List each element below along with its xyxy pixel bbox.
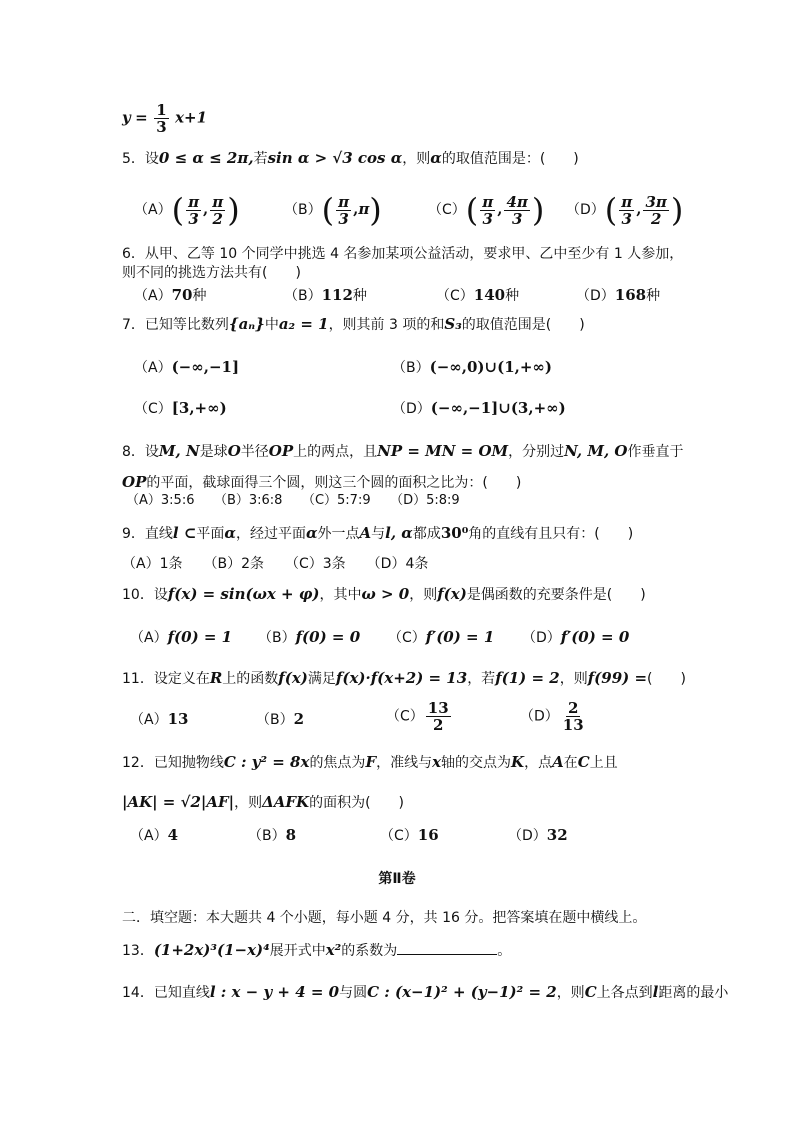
q10-d: 是偶函数的充要条件是( ): [466, 587, 646, 603]
q13-b: 展开式中: [269, 943, 326, 959]
option-label: （B）: [258, 630, 296, 646]
q10-option-a: [130, 626, 232, 649]
q10-b: ，其中: [319, 587, 362, 603]
q5-if: 若: [253, 151, 268, 167]
eq-den: 3: [156, 118, 167, 136]
q8-eq: NP = MN = OM: [377, 442, 509, 460]
frac-num: 3π: [645, 192, 667, 211]
option-label: （B）: [256, 712, 294, 728]
option-label: （A）: [134, 360, 172, 376]
q5-rest: ，则: [402, 151, 431, 167]
q9-alpha: α: [224, 524, 236, 542]
q5-var: α: [430, 149, 442, 167]
option-label: （A）: [134, 202, 172, 218]
q7-text-c: ，则其前 3 项的和: [328, 317, 445, 333]
option-label: （B）: [392, 360, 430, 376]
option-value: 8: [285, 826, 297, 844]
q12-option-a: [130, 824, 178, 847]
answer-blank[interactable]: [397, 940, 497, 955]
q7-option-b: [392, 356, 552, 379]
frac-num: π: [212, 192, 224, 211]
q14-f: 距离的最小: [658, 985, 729, 1001]
section-title: 第Ⅱ卷: [378, 871, 416, 887]
question-5: [122, 148, 579, 169]
q8-op2: OP: [122, 473, 147, 491]
option-value: f(0) = 0: [295, 628, 361, 646]
option-value: 168: [614, 286, 647, 304]
q9-g: 角的直线有且只有：( ): [468, 526, 634, 542]
part-2-instructions: 二．填空题：本大题共 4 个小题，每小题 4 分，共 16 分。把答案填在题中横线上。: [122, 910, 647, 926]
question-6-line-1: 6．从甲、乙等 10 个同学中挑选 4 名参加某项公益活动，要求甲、乙中至少有 1 人参加，: [122, 246, 684, 262]
option-label: （D）: [508, 828, 547, 844]
question-7: [122, 314, 585, 335]
option-value: f(0) = 1: [167, 628, 233, 646]
q12-x: x: [432, 753, 442, 771]
option-label: （D）: [576, 288, 615, 304]
option-value: 13: [167, 710, 189, 728]
q12-f: F: [365, 753, 377, 771]
option-unit: 种: [352, 288, 367, 304]
option-label: （C）: [380, 828, 418, 844]
q9-d: 外一点: [317, 526, 360, 542]
q7-option-d: [392, 397, 566, 420]
frac-num: 13: [427, 699, 449, 717]
q6-option-c: [436, 284, 519, 307]
q5-option-d: （D）( $\frac{\pi}{3}$ , $\frac{3\pi}{2}$ ): [566, 191, 684, 229]
q11-c: 满足: [307, 671, 336, 687]
option-unit: 种: [192, 288, 207, 304]
q11-a: 11．设定义在: [122, 671, 210, 687]
q12-g: 在: [563, 755, 578, 771]
q7-text-b: 中: [264, 317, 279, 333]
frac-den: 13: [562, 716, 584, 734]
option-value: 70: [171, 286, 193, 304]
q12-e: 轴的交点为: [441, 755, 512, 771]
option-value: (−∞,0)∪(1,+∞): [429, 358, 553, 376]
q10-fx: f(x) = sin(ωx + φ): [167, 585, 320, 603]
frac-den: 3: [621, 209, 632, 228]
option-label: （A）: [134, 288, 172, 304]
q8-op: OP: [268, 442, 294, 460]
question-6-line-2: 则不同的挑选方法共有( ): [122, 265, 301, 281]
q10-option-c: [388, 626, 494, 649]
q8-options: （A）3:5:6 （B）3:6:8 （C）5:7:9 （D）5:8:9: [126, 493, 460, 508]
q11-d: ，若: [467, 671, 496, 687]
frac-den: 2: [433, 716, 444, 734]
q12-option-d: [508, 824, 568, 847]
q12-b: 的焦点为: [309, 755, 366, 771]
q10-a: 10．设: [122, 587, 168, 603]
question-9: [122, 523, 633, 544]
q8-f: 作垂直于: [627, 444, 684, 460]
q11-e: ，则: [559, 671, 588, 687]
q7-seq: {aₙ}: [228, 315, 265, 333]
frac-num: π: [338, 192, 350, 211]
q12-ftext: ，点: [524, 755, 553, 771]
q12-d: ，准线与: [376, 755, 433, 771]
q9-options: （A）1条 （B）2条 （C）3条 （D）4条: [122, 556, 429, 572]
q8-c: 半径: [240, 444, 269, 460]
frac-den: 3: [482, 209, 493, 228]
q6-option-d: [576, 284, 660, 307]
frac-den: 3: [511, 209, 523, 228]
q5-option-b: （B）( $\frac{\pi}{3}$ ,π): [284, 191, 382, 229]
q11-option-c: [386, 700, 453, 733]
q11-option-b: [256, 708, 304, 731]
q13-d: 。: [497, 943, 512, 959]
option-label: （B）: [248, 828, 286, 844]
option-value: f′(0) = 0: [560, 628, 630, 646]
option-value: 4: [167, 826, 179, 844]
q12-c: C: [577, 753, 590, 771]
eq-y: y: [122, 108, 131, 127]
q8-o: O: [227, 442, 241, 460]
q8-g: 的平面，截球面得三个圆，则这三个圆的面积之比为：( ): [146, 475, 522, 491]
q5-end: 的取值范围是：( ): [441, 151, 579, 167]
option-label: （D）: [522, 630, 561, 646]
q12-option-c: [380, 824, 439, 847]
q12-h: 上且: [589, 755, 618, 771]
q9-f: 都成: [412, 526, 441, 542]
q5-option-c: （C）( $\frac{\pi}{3}$ , $\frac{4\pi}{3}$ ): [428, 191, 545, 229]
q14-b: 与圆: [339, 985, 368, 1001]
q11-option-a: [130, 708, 188, 731]
option-unit: 种: [505, 288, 520, 304]
q9-point-a: A: [359, 524, 372, 542]
question-11: [122, 668, 686, 689]
question-13: [122, 940, 511, 961]
q8-nmo: N, M, O: [564, 442, 628, 460]
q7-cond: a₂ = 1: [278, 315, 329, 333]
q10-f: f(x): [437, 585, 467, 603]
option-label: （D）: [392, 401, 431, 417]
q6-option-a: [134, 284, 206, 307]
q11-f99: f(99) =: [587, 669, 648, 687]
q12-eq: |AK| = √2|AF|: [122, 793, 235, 811]
option-unit: 种: [646, 288, 661, 304]
option-value: 2: [293, 710, 305, 728]
q14-c: C: [584, 983, 597, 1001]
option-label: （D）: [566, 202, 605, 218]
option-label: （C）: [428, 202, 466, 218]
q12-point-a: A: [552, 753, 564, 771]
q11-r: R: [209, 669, 223, 687]
q5-option-a: （A）( $\frac{\pi}{3}$ , $\frac{\pi}{2}$ ): [134, 191, 240, 229]
option-value: (−∞,−1]: [171, 358, 240, 376]
q14-circle: C : (x−1)² + (y−1)² = 2: [367, 983, 557, 1001]
q8-b: 是球: [199, 444, 228, 460]
option-value: 140: [473, 286, 506, 304]
option-label: （B）: [284, 288, 322, 304]
q11-option-d: [520, 700, 588, 733]
q12-parabola: C : y² = 8x: [223, 753, 310, 771]
option-value: 32: [546, 826, 568, 844]
question-8-line-1: [122, 441, 683, 462]
option-tail: π: [358, 200, 370, 218]
q14-a: 14．已知直线: [122, 985, 210, 1001]
option-label: （A）: [130, 828, 168, 844]
q10-omega: ω > 0: [361, 585, 410, 603]
q14-e: 上各点到: [596, 985, 653, 1001]
question-10: [122, 584, 646, 605]
frac-den: 2: [212, 209, 223, 228]
option-value: 16: [417, 826, 439, 844]
q5-num: 5．设: [122, 151, 159, 167]
q11-f: f(x): [278, 669, 308, 687]
q10-option-d: [522, 626, 629, 649]
option-label: （B）: [284, 202, 322, 218]
q8-d: 上的两点，且: [293, 444, 378, 460]
option-label: （A）: [130, 630, 168, 646]
frac-num: π: [188, 192, 200, 211]
option-label: （D）: [520, 708, 559, 725]
frac-num: π: [482, 192, 494, 211]
equation-line: [122, 102, 207, 135]
option-value: 112: [321, 286, 353, 304]
q7-sum: S₃: [444, 315, 462, 333]
frac-num: 2: [568, 699, 579, 717]
q11-eq: f(x)·f(x+2) = 13: [335, 669, 468, 687]
q12-j: 的面积为( ): [309, 795, 405, 811]
option-value: f′(0) = 1: [425, 628, 495, 646]
q9-alpha-2: α: [305, 524, 318, 542]
q9-la: l, α: [385, 524, 413, 542]
q12-i: ，则: [234, 795, 263, 811]
q5-ineq: sin α > √3 cos α: [267, 149, 403, 167]
q8-e: ，分别过: [508, 444, 565, 460]
frac-den: 3: [188, 209, 199, 228]
q9-b: 平面: [196, 526, 225, 542]
q12-a: 12．已知抛物线: [122, 755, 224, 771]
option-label: （C）: [388, 630, 426, 646]
q9-a: 9．直线: [122, 526, 173, 542]
eq-fraction: [154, 102, 168, 135]
q11-f1: f(1) = 2: [495, 669, 560, 687]
frac-den: 2: [650, 209, 662, 228]
q9-c: ，经过平面: [235, 526, 306, 542]
q13-x2: x²: [325, 941, 342, 959]
frac-den: 3: [338, 209, 349, 228]
frac-num: π: [621, 192, 633, 211]
q14-line: l : x − y + 4 = 0: [209, 983, 340, 1001]
q13-expr: (1+2x)³(1−x)⁴: [153, 941, 270, 959]
q5-cond: 0 ≤ α ≤ 2π,: [158, 149, 254, 167]
option-label: （A）: [130, 712, 168, 728]
q7-option-a: [134, 356, 239, 379]
q11-g: ( ): [647, 671, 686, 687]
frac-num: 4π: [506, 192, 528, 211]
q12-k: K: [511, 753, 525, 771]
question-12-line-1: [122, 752, 618, 773]
q8-mn: M, N: [158, 442, 200, 460]
eq-num: 1: [156, 101, 167, 119]
q7-text-a: 7．已知等比数列: [122, 317, 229, 333]
q11-b: 上的函数: [222, 671, 279, 687]
option-label: （C）: [386, 708, 424, 725]
q13-c: 的系数为: [341, 943, 398, 959]
q12-option-b: [248, 824, 296, 847]
q7-text-d: 的取值范围是( ): [461, 317, 585, 333]
q6-option-b: [284, 284, 367, 307]
q9-angle: 30⁰: [440, 524, 469, 542]
eq-equals: =: [135, 108, 148, 127]
option-label: （C）: [436, 288, 474, 304]
q14-l: l: [652, 983, 659, 1001]
q13-a: 13．: [122, 943, 154, 959]
question-14: [122, 982, 728, 1003]
q10-option-b: [258, 626, 360, 649]
q10-c: ，则: [409, 587, 438, 603]
q7-option-c: [134, 397, 227, 420]
q12-triangle: ΔAFK: [262, 793, 310, 811]
question-12-line-2: [122, 792, 404, 813]
q14-d: ，则: [556, 985, 585, 1001]
option-value: (−∞,−1]∪(3,+∞): [430, 399, 566, 417]
eq-rest: x+1: [175, 108, 208, 127]
q9-e: 与: [371, 526, 386, 542]
option-value: [3,+∞): [171, 399, 227, 417]
q9-l: l ⊂: [172, 524, 197, 542]
option-label: （C）: [134, 401, 172, 417]
q8-a: 8．设: [122, 444, 159, 460]
